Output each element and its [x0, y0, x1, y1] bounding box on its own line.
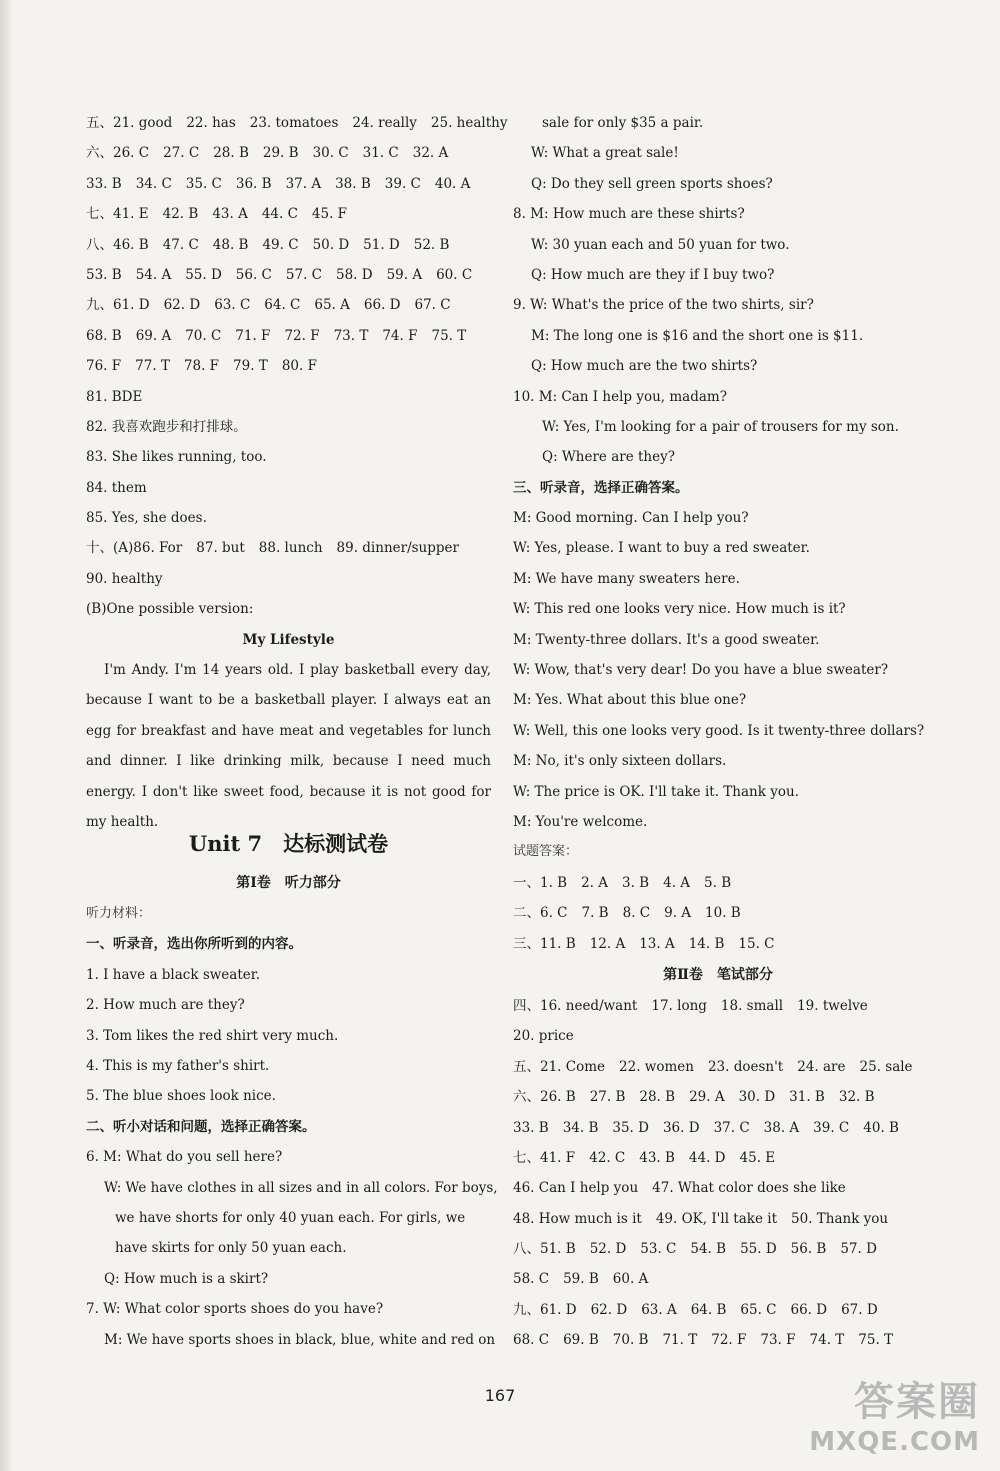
- answer-row: [513, 1204, 923, 1234]
- answer-item: 75. T: [858, 1332, 894, 1349]
- text-line: M: We have sports shoes in black, blue, white and red on: [104, 1331, 496, 1348]
- answer-item: 56. C: [235, 266, 272, 283]
- answer-item: 34. B: [562, 1119, 599, 1136]
- answer-row: [513, 1325, 923, 1355]
- answer-row: [86, 230, 491, 260]
- answer-item: 28. B: [639, 1089, 676, 1106]
- answer-item: 79. T: [233, 358, 268, 375]
- answer-row: [86, 533, 491, 563]
- right-column: [513, 108, 923, 1356]
- answer-item: 64. B: [690, 1301, 727, 1318]
- left-column: [86, 108, 508, 1355]
- answer-item: 55. D: [185, 266, 222, 283]
- answer-item: 63. A: [641, 1301, 677, 1318]
- answer-item: 52. B: [413, 236, 450, 253]
- answer-item: 73. T: [333, 327, 369, 344]
- answer-item: 47. C: [162, 236, 199, 253]
- answer-item: 59. B: [563, 1271, 599, 1288]
- answer-item: 28. B: [213, 145, 249, 162]
- answer-item: 23. doesn't: [707, 1058, 784, 1075]
- answer-item: 32. A: [412, 145, 449, 162]
- answer-row: [86, 108, 508, 138]
- answer-item: 64. C: [264, 297, 301, 314]
- answer-row: [513, 898, 923, 928]
- answer-item: 2. A: [581, 874, 609, 891]
- answer-row: [86, 199, 491, 229]
- answer-row: [513, 929, 923, 959]
- answer-item: 3. B: [622, 874, 650, 891]
- answer-row: [86, 351, 491, 381]
- answer-item: 18. small: [720, 997, 784, 1014]
- answer-item: 25. sale: [859, 1058, 913, 1075]
- answer-item: 71. F: [235, 327, 271, 344]
- answer-item: 88. lunch: [258, 540, 323, 557]
- text-line: we have shorts for only 40 yuan each. For girls, we: [115, 1209, 466, 1226]
- text-line: M: The long one is $16 and the short one is $11.: [531, 327, 864, 344]
- answer-row: [86, 321, 491, 351]
- answer-item: 37. A: [285, 175, 322, 192]
- text-line: 试题答案：: [513, 844, 579, 860]
- text-line: 9. W: What's the price of the two shirts, sir?: [513, 297, 814, 314]
- text-line: 2. How much are they?: [86, 997, 245, 1014]
- unit-title: Unit 7 达标测试卷: [188, 831, 389, 857]
- answer-item: 52. D: [589, 1241, 627, 1258]
- answer-item: 四、16. need/want: [513, 997, 638, 1014]
- answer-item: 50. Thank you: [791, 1210, 889, 1227]
- answer-item: 8. C: [622, 905, 651, 922]
- answer-item: 十、(A)86. For: [86, 540, 183, 557]
- text-line: 一、听录音，选出你所听到的内容。: [86, 936, 302, 953]
- text-line: W: What a great sale!: [531, 145, 679, 162]
- answer-item: 29. B: [262, 145, 299, 162]
- answer-item: 49. C: [262, 236, 299, 253]
- answer-row: [86, 169, 491, 199]
- answer-item: 七、41. F: [513, 1149, 576, 1166]
- answer-item: 38. B: [335, 175, 371, 192]
- answer-row: [513, 1264, 923, 1294]
- answer-item: 76. F: [86, 358, 122, 375]
- answer-item: 40. A: [434, 175, 471, 192]
- answer-row: [513, 1143, 923, 1173]
- section-title: 第Ⅱ卷 笔试部分: [663, 966, 773, 983]
- answer-item: 68. C: [513, 1332, 550, 1349]
- answer-item: 47. What color does she like: [652, 1180, 846, 1197]
- answer-item: 九、61. D: [513, 1301, 577, 1318]
- text-line: W: Wow, that's very dear! Do you have a blue sweater?: [513, 662, 889, 679]
- watermark-url: MXQE.COM: [809, 1427, 980, 1457]
- answer-item: 66. D: [363, 297, 401, 314]
- answer-row: [513, 1052, 923, 1082]
- answer-item: 13. A: [639, 935, 675, 952]
- answer-item: 25. healthy: [430, 115, 508, 131]
- answer-item: 48. B: [212, 236, 249, 253]
- answer-item: 75. T: [431, 327, 467, 344]
- answer-item: 12. A: [589, 935, 626, 952]
- answer-item: 46. Can I help you: [513, 1180, 639, 1197]
- answer-item: 34. C: [135, 175, 172, 192]
- answer-item: 69. A: [135, 327, 172, 344]
- text-line: 20. price: [513, 1028, 574, 1045]
- text-line: 听力材料：: [86, 906, 152, 922]
- answer-item: 72. F: [284, 327, 320, 344]
- answer-item: 78. F: [183, 358, 220, 375]
- text-line: W: This red one looks very nice. How much is it?: [513, 601, 846, 618]
- answer-item: 32. B: [838, 1089, 875, 1106]
- answer-row: [513, 1295, 923, 1325]
- text-line: W: Yes, I'm looking for a pair of trousers for my son.: [542, 418, 899, 435]
- text-line: M: Good morning. Can I help you?: [513, 510, 749, 527]
- text-line: 83. She likes running, too.: [86, 449, 267, 466]
- answer-item: 14. B: [688, 935, 725, 952]
- answer-item: 63. C: [214, 297, 251, 314]
- text-line: 8. M: How much are these shirts?: [513, 206, 745, 223]
- watermark-logo-text: 答案圈: [854, 1379, 980, 1425]
- answer-item: 19. twelve: [797, 997, 868, 1014]
- answer-item: 44. C: [261, 206, 298, 223]
- answer-item: 50. D: [312, 236, 350, 253]
- answer-item: 72. F: [711, 1332, 747, 1349]
- text-line: (B)One possible version:: [86, 601, 254, 618]
- answer-row: [513, 1082, 923, 1112]
- text-line: 82. 我喜欢跑步和打排球。: [86, 418, 247, 435]
- text-line: 5. The blue shoes look nice.: [86, 1088, 276, 1105]
- page-edge-shadow: [0, 0, 14, 1471]
- answer-item: 27. C: [163, 145, 200, 162]
- answer-item: 74. T: [809, 1332, 845, 1349]
- answer-item: 44. D: [688, 1149, 726, 1166]
- answer-item: 36. D: [662, 1119, 700, 1136]
- text-line: 10. M: Can I help you, madam?: [513, 388, 727, 405]
- answer-item: 65. C: [740, 1301, 777, 1318]
- text-line: sale for only $35 a pair.: [542, 115, 704, 131]
- answer-item: 30. C: [312, 145, 349, 162]
- answer-item: 35. D: [612, 1119, 649, 1136]
- essay-paragraph: I'm Andy. I'm 14 years old. I play basketball every day, because I want to be a basketball player. I always eat an egg for breakfast and have meat and vegetables for lunch and dinner. I like drinking milk, because I need much energy. I don't like sweet food, because it is not good for my health.: [86, 662, 491, 831]
- answer-item: 29. A: [689, 1089, 725, 1106]
- answer-item: 八、46. B: [86, 236, 149, 253]
- answer-item: 7. B: [581, 905, 609, 922]
- answer-item: 80. F: [281, 358, 317, 375]
- answer-item: 33. B: [86, 175, 122, 192]
- answer-item: 54. B: [690, 1241, 727, 1258]
- text-line: W: We have clothes in all sizes and in all colors. For boys,: [104, 1179, 498, 1196]
- answer-item: 71. T: [662, 1332, 698, 1349]
- answer-item: 三、11. B: [513, 935, 576, 952]
- answer-item: 65. A: [314, 297, 350, 314]
- text-line: My Lifestyle: [242, 631, 335, 648]
- answer-item: 74. F: [382, 327, 418, 344]
- section-title: 第Ⅰ卷 听力部分: [236, 875, 341, 892]
- answer-item: 39. C: [813, 1119, 850, 1136]
- text-line: have skirts for only 50 yuan each.: [115, 1240, 347, 1257]
- text-line: 84. them: [86, 479, 147, 496]
- answer-item: 58. D: [335, 266, 373, 283]
- answer-item: 10. B: [705, 905, 741, 922]
- answer-item: 77. T: [135, 358, 170, 375]
- answer-item: 五、21. Come: [513, 1058, 606, 1075]
- answer-item: 57. C: [285, 266, 322, 283]
- answer-item: 43. B: [639, 1149, 675, 1166]
- answer-item: 59. A: [386, 266, 423, 283]
- text-line: 85. Yes, she does.: [86, 510, 207, 527]
- answer-row: [86, 290, 491, 320]
- text-line: Q: Where are they?: [542, 449, 675, 466]
- answer-item: 40. B: [863, 1119, 899, 1136]
- answer-item: 38. A: [763, 1119, 800, 1136]
- answer-item: 二、6. C: [513, 905, 568, 922]
- answer-item: 23. tomatoes: [249, 115, 339, 131]
- text-line: Q: How much are the two shirts?: [531, 358, 758, 375]
- text-line: 4. This is my father's shirt.: [86, 1057, 270, 1074]
- answer-item: 67. C: [414, 297, 451, 314]
- answer-item: 24. really: [352, 115, 417, 131]
- watermark: [809, 1370, 980, 1457]
- answer-item: 62. D: [163, 297, 201, 314]
- answer-item: 五、21. good: [86, 115, 173, 131]
- text-line: W: 30 yuan each and 50 yuan for two.: [531, 236, 790, 253]
- answer-row: [513, 868, 923, 898]
- answer-row: [513, 1234, 923, 1264]
- answer-item: 70. B: [612, 1332, 649, 1349]
- text-line: 6. M: What do you sell here?: [86, 1149, 283, 1166]
- answer-item: 60. C: [436, 266, 473, 283]
- answer-item: 27. B: [589, 1089, 626, 1106]
- answer-row: [86, 260, 491, 290]
- answer-item: 22. women: [619, 1058, 694, 1075]
- text-line: 1. I have a black sweater.: [86, 966, 261, 983]
- answer-item: 八、51. B: [513, 1241, 576, 1258]
- answer-item: 30. D: [738, 1089, 776, 1106]
- text-line: M: Yes. What about this blue one?: [513, 692, 747, 709]
- text-line: 3. Tom likes the red shirt very much.: [86, 1027, 339, 1044]
- text-line: W: Yes, please. I want to buy a red sweater.: [513, 540, 810, 557]
- page-number: 167: [484, 1386, 516, 1405]
- text-line: 二、听小对话和问题，选择正确答案。: [86, 1118, 316, 1135]
- text-line: Q: How much is a skirt?: [104, 1270, 269, 1287]
- answer-item: 58. C: [513, 1271, 550, 1288]
- answer-item: 5. B: [704, 874, 732, 891]
- answer-item: 73. F: [760, 1332, 796, 1349]
- answer-item: 53. C: [640, 1241, 677, 1258]
- answer-item: 45. E: [739, 1149, 776, 1166]
- answer-item: 35. C: [185, 175, 222, 192]
- text-line: Q: How much are they if I buy two?: [531, 266, 775, 283]
- answer-item: 31. B: [789, 1089, 825, 1106]
- answer-item: 六、26. B: [513, 1089, 576, 1106]
- answer-row: [513, 991, 923, 1021]
- text-line: W: Well, this one looks very good. Is it twenty-three dollars?: [513, 722, 925, 739]
- answer-item: 45. F: [311, 206, 348, 223]
- answer-item: 22. has: [186, 115, 236, 131]
- answer-item: 54. A: [135, 266, 172, 283]
- text-line: M: Twenty-three dollars. It's a good sweater.: [513, 631, 820, 648]
- answer-item: 55. D: [740, 1241, 777, 1258]
- answer-item: 六、26. C: [86, 145, 150, 162]
- answer-item: 九、61. D: [86, 297, 150, 314]
- answer-item: 48. How much is it: [513, 1210, 642, 1227]
- answer-item: 15. C: [738, 935, 775, 952]
- answer-item: 70. C: [185, 327, 222, 344]
- text-line: M: No, it's only sixteen dollars.: [513, 753, 727, 770]
- answer-row: [513, 1113, 923, 1143]
- answer-item: 87. but: [196, 540, 245, 557]
- answer-item: 49. OK, I'll take it: [655, 1210, 777, 1227]
- text-line: Q: Do they sell green sports shoes?: [531, 175, 773, 192]
- answer-item: 9. A: [664, 905, 692, 922]
- answer-item: 36. B: [235, 175, 272, 192]
- text-line: 7. W: What color sports shoes do you have?: [86, 1301, 384, 1318]
- answer-item: 60. A: [612, 1271, 649, 1288]
- answer-item: 69. B: [563, 1332, 599, 1349]
- answer-item: 66. D: [790, 1301, 828, 1318]
- answer-item: 33. B: [513, 1119, 549, 1136]
- answer-item: 42. C: [589, 1149, 626, 1166]
- answer-item: 67. D: [841, 1301, 878, 1318]
- answer-item: 89. dinner/supper: [336, 540, 459, 557]
- answer-row: [86, 138, 491, 168]
- answer-row: [513, 1173, 923, 1203]
- answer-item: 51. D: [363, 236, 400, 253]
- answer-item: 17. long: [651, 997, 707, 1014]
- answer-item: 4. A: [663, 874, 691, 891]
- answer-item: 68. B: [86, 327, 122, 344]
- text-line: M: You're welcome.: [513, 813, 648, 830]
- answer-item: 62. D: [590, 1301, 628, 1318]
- answer-item: 24. are: [797, 1058, 846, 1075]
- answer-item: 37. C: [713, 1119, 750, 1136]
- answer-item: 七、41. E: [86, 206, 149, 223]
- text-line: M: We have many sweaters here.: [513, 570, 740, 587]
- answer-item: 42. B: [162, 206, 199, 223]
- text-line: W: The price is OK. I'll take it. Thank you.: [513, 783, 799, 800]
- answer-item: 31. C: [362, 145, 399, 162]
- text-line: 81. BDE: [86, 388, 143, 405]
- answer-item: 56. B: [790, 1241, 827, 1258]
- text-line: 三、听录音，选择正确答案。: [513, 479, 689, 496]
- answer-item: 57. D: [840, 1241, 877, 1258]
- answer-item: 43. A: [212, 206, 248, 223]
- answer-item: 一、1. B: [513, 874, 568, 891]
- text-line: 90. healthy: [86, 570, 163, 587]
- answer-item: 53. B: [86, 266, 122, 283]
- answer-item: 39. C: [384, 175, 421, 192]
